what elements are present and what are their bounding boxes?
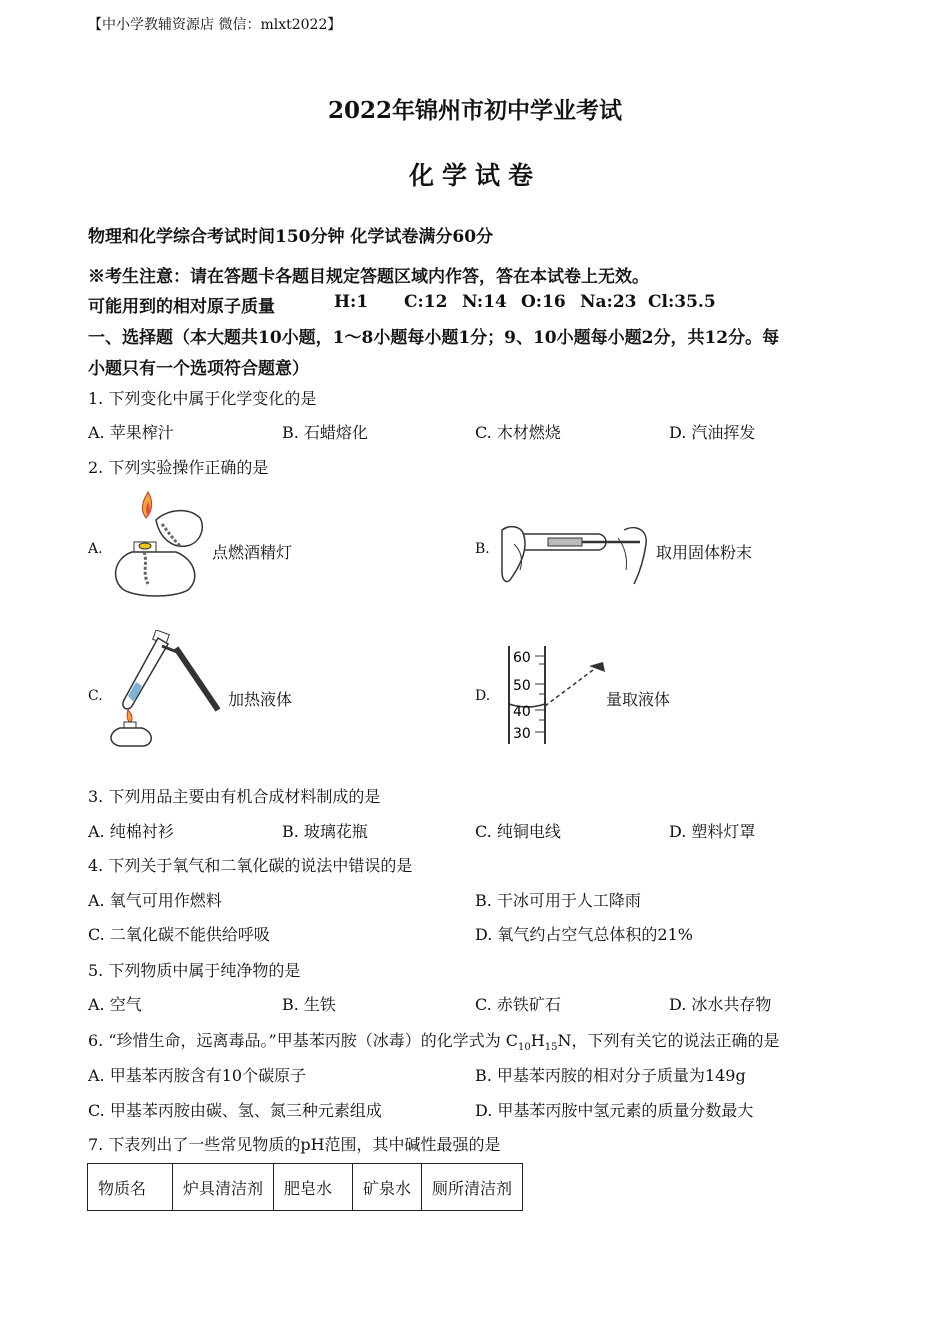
exam-info: 物理和化学综合考试时间150分钟 化学试卷满分60分 — [88, 227, 494, 247]
q2-option-a-letter: A. — [88, 541, 103, 557]
atomic-mass-o: O:16 — [521, 292, 566, 312]
q4-option-b: B. 干冰可用于人工降雨 — [475, 891, 641, 910]
q1-option-c: C. 木材燃烧 — [475, 423, 561, 442]
q3-option-a: A. 纯棉衬衫 — [88, 822, 174, 841]
table-cell: 矿泉水 — [353, 1164, 422, 1211]
header-note: 【中小学教辅资源店 微信：mlxt2022】 — [88, 17, 342, 33]
atomic-mass-na: Na:23 — [580, 292, 637, 312]
q2-option-d-caption: 量取液体 — [606, 690, 671, 709]
q5-option-b: B. 生铁 — [282, 995, 336, 1014]
atomic-mass-h: H:1 — [334, 292, 369, 312]
section1-line1: 一、选择题（本大题共10小题，1～8小题每小题1分；9、10小题每小题2分，共12分。每 — [88, 328, 780, 348]
heating-liquid-figure — [106, 630, 226, 748]
table-cell: 肥皂水 — [274, 1164, 353, 1211]
lighting-alcohol-lamp-figure — [104, 488, 209, 600]
q2-option-d-letter: D. — [475, 688, 491, 704]
q4-stem: 4. 下列关于氧气和二氧化碳的说法中错误的是 — [88, 856, 413, 875]
notice: ※考生注意：请在答题卡各题目规定答题区域内作答，答在本试卷上无效。 — [88, 267, 649, 287]
q2-option-c-caption: 加热液体 — [228, 690, 293, 709]
q7-stem: 7. 下表列出了一些常见物质的pH范围，其中碱性最强的是 — [88, 1135, 501, 1154]
ph-table — [87, 1163, 523, 1211]
q2-stem: 2. 下列实验操作正确的是 — [88, 458, 269, 477]
q6-option-b: B. 甲基苯丙胺的相对分子质量为149g — [475, 1066, 746, 1085]
taking-solid-powder-figure — [500, 520, 650, 590]
q1-option-b: B. 石蜡熔化 — [282, 423, 368, 442]
cylinder-tick-40: 40 — [513, 704, 531, 720]
q6-option-a: A. 甲基苯丙胺含有10个碳原子 — [88, 1066, 307, 1085]
q2-option-b-caption: 取用固体粉末 — [656, 543, 753, 562]
atomic-mass-c: C:12 — [404, 292, 448, 312]
q3-option-d: D. 塑料灯罩 — [669, 822, 756, 841]
q2-option-c-letter: C. — [88, 688, 103, 704]
q5-option-c: C. 赤铁矿石 — [475, 995, 561, 1014]
table-cell: 炉具清洁剂 — [173, 1164, 274, 1211]
atomic-mass-n: N:14 — [462, 292, 507, 312]
q4-option-d: D. 氧气约占空气总体积的21% — [475, 925, 693, 944]
table-cell: 厕所清洁剂 — [422, 1164, 523, 1211]
q4-option-c: C. 二氧化碳不能供给呼吸 — [88, 925, 270, 944]
cylinder-tick-60: 60 — [513, 650, 531, 666]
q1-stem: 1. 下列变化中属于化学变化的是 — [88, 389, 317, 408]
page-title: 2022年锦州市初中学业考试 — [327, 97, 622, 124]
q5-option-a: A. 空气 — [88, 995, 142, 1014]
atomic-mass-cl: Cl:35.5 — [648, 292, 716, 312]
q1-option-a: A. 苹果榨汁 — [88, 423, 174, 442]
q5-stem: 5. 下列物质中属于纯净物的是 — [88, 961, 301, 980]
q6-option-c: C. 甲基苯丙胺由碳、氢、氮三种元素组成 — [88, 1101, 382, 1120]
q5-option-d: D. 冰水共存物 — [669, 995, 772, 1014]
q3-stem: 3. 下列用品主要由有机合成材料制成的是 — [88, 787, 381, 806]
page-subtitle: 化学试卷 — [408, 161, 541, 190]
q4-option-a: A. 氧气可用作燃料 — [88, 891, 222, 910]
q1-option-d: D. 汽油挥发 — [669, 423, 756, 442]
section1-line2: 小题只有一个选项符合题意） — [88, 359, 309, 379]
cylinder-tick-50: 50 — [513, 678, 531, 694]
table-row — [88, 1164, 523, 1211]
q3-option-c: C. 纯铜电线 — [475, 822, 561, 841]
measuring-cylinder-figure — [505, 644, 615, 746]
cylinder-tick-30: 30 — [513, 726, 531, 742]
q6-option-d: D. 甲基苯丙胺中氢元素的质量分数最大 — [475, 1101, 754, 1120]
atomic-mass-label: 可能用到的相对原子质量 — [88, 297, 275, 317]
q6-stem: 6. “珍惜生命，远离毒品。”甲基苯丙胺（冰毒）的化学式为 $C_{10}H_{15}N$，下列有关它的说法正确的是 — [88, 1031, 780, 1054]
q2-option-b-letter: B. — [475, 541, 490, 557]
q3-option-b: B. 玻璃花瓶 — [282, 822, 368, 841]
q2-option-a-caption: 点燃酒精灯 — [212, 543, 293, 562]
table-cell: 物质名 — [88, 1164, 173, 1211]
